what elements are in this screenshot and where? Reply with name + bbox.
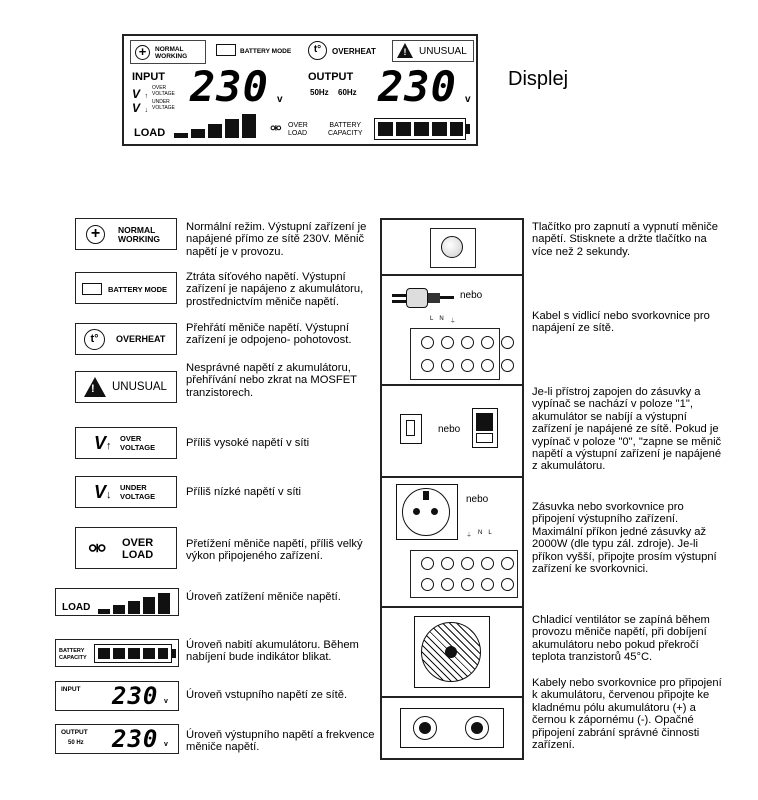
v-up-icon: V↑: [94, 433, 112, 453]
legend-unusual-text: Nesprávné napětí z akumulátoru, přehřívání nebo zkrat na MOSFET tranzistorech.: [186, 362, 357, 399]
legend-output-box: OUTPUT 50 Hz 230 v: [55, 724, 179, 754]
fan-icon: [414, 616, 490, 688]
battery-terminal-section: [382, 698, 522, 758]
plug-icon: [392, 286, 452, 310]
output-volt-unit: v: [465, 94, 471, 105]
overload-over-label: OVER: [288, 122, 308, 129]
legend-output-text: Úroveň výstupního napětí a frekvence měniče napětí.: [186, 729, 375, 754]
input-terminal-block: [410, 328, 500, 380]
legend-under-voltage-text: Příliš nízké napětí v síti: [186, 486, 302, 498]
toggle-switch[interactable]: [472, 408, 498, 448]
nebo-label-1: nebo: [460, 290, 483, 301]
overheat-indicator: [308, 40, 388, 62]
legend-battery-mode-text: Ztráta síťového napětí. Výstupní zařízení je napájeno z akumulátoru, prostřednictvím měniče napětí.: [186, 271, 364, 308]
unusual-indicator: ! UNUSUAL: [392, 40, 474, 62]
legend-battery-text: Úroveň nabití akumulátoru. Během nabíjení bude indikátor blikat.: [186, 639, 359, 664]
legend-load-text: Úroveň zatížení měniče napětí.: [186, 591, 341, 603]
output-socket-section: [382, 478, 522, 608]
legend-over-voltage-text: Příliš vysoké napětí v síti: [186, 437, 310, 449]
under-label: UNDER: [152, 99, 170, 105]
voltage-label-1: VOLTAGE: [152, 91, 175, 97]
overload-icon: ⚮: [88, 536, 107, 561]
unusual-label: UNUSUAL: [419, 46, 467, 57]
v-down-icon: V↓: [94, 482, 112, 502]
fan-text: Chladicí ventilátor se zapíná během provozu měniče napětí, při dobíjení akumulátoru nebo pokud překročí teplota tranzistorů 45°C.: [532, 614, 710, 664]
input-volt-unit: v: [277, 94, 283, 105]
legend-overheat-box: t° OVERHEAT: [75, 323, 177, 355]
over-label: OVER: [152, 85, 167, 91]
overload-indicator: [270, 120, 316, 140]
legend-battery-mode-box: BATTERY MODE: [75, 272, 177, 304]
overload-icon: ⚮: [270, 120, 282, 136]
legend-normal-text: Normální režim. Výstupní zařízení je napájené přímo ze sítě 230V. Měnič napětí je v provozu.: [186, 221, 367, 258]
positive-terminal: [413, 716, 437, 740]
load-level-bars: [98, 592, 178, 614]
load-level-bars: [174, 114, 264, 138]
negative-terminal: [465, 716, 489, 740]
plus-circle-icon: +: [135, 45, 150, 60]
rocker-switch[interactable]: [400, 414, 422, 444]
battery-mode-indicator: [216, 42, 298, 62]
power-button-text: Tlačítko pro zapnutí a vypnutí měniče napětí. Stisknete a držte tlačítko na více než 2 sekundy.: [532, 221, 718, 258]
battery-plug-icon: [216, 44, 236, 56]
socket-text: Zásuvka nebo svorkovnice pro připojení výstupního zařízení. Maximální příkon jedné zásuvky až 2000W (dle typu zál. zdroje). Je-li příkon vyšší, připojte prosím výstupní zařízení ke svorkovnici.: [532, 501, 717, 576]
legend-overload-text: Přetížení měniče napětí, příliš velký výkon připojeného zařízení.: [186, 538, 363, 563]
legend-normal-icon-box: + NORMAL WORKING: [75, 218, 177, 250]
battery-terminal-block: [400, 708, 504, 748]
legend-unusual-box: ! UNUSUAL: [75, 371, 177, 403]
plus-circle-icon: +: [86, 225, 105, 244]
fan-section: [382, 608, 522, 698]
over-voltage-row: V ↑ OVER VOLTAGE: [132, 85, 175, 101]
nebo-label-3: nebo: [466, 494, 489, 505]
thermometer-icon: t°: [84, 329, 105, 350]
battery-capacity-gauge: [374, 118, 466, 140]
load-label: LOAD: [134, 127, 166, 139]
legend-battery-box: BATTERY CAPACITY: [55, 639, 179, 667]
battery-mode-label: BATTERY MODE: [240, 48, 292, 55]
freq-50-label: 50Hz: [310, 88, 329, 97]
nebo-label-2: nebo: [438, 424, 461, 435]
battery-cables-text: Kabely nebo svorkovnice pro připojení k akumulátoru, červenou připojte ke kladnému pólu akumulátoru (+) a černou k zápornému (-). Opačné připojení zabrání správné činnosti zařízení.: [532, 677, 722, 752]
legend-input-box: INPUT 230 v: [55, 681, 179, 711]
normal-label: NORMAL: [155, 46, 184, 53]
input-voltage-readout: 230: [190, 62, 269, 111]
warning-triangle-icon: [84, 377, 106, 397]
cable-text: Kabel s vidlicí nebo svorkovnice pro napájení ze sítě.: [532, 310, 710, 335]
voltage-label-2: VOLTAGE: [152, 105, 175, 111]
lcd-display-panel: [122, 34, 478, 146]
switch-text: Je-li přístroj zapojen do zásuvky a vypínač se nachází v poloze "1", akumulátor se nabíjí a výstupní zařízení je napájené ze sítě. Pokud je vypínač v poloze "0", "zapne se měnič napětí a výstupní zařízení je napájené z akumulátoru.: [532, 386, 722, 473]
device-panel-column: [380, 218, 524, 760]
page-title: Displej: [508, 68, 569, 90]
output-label: OUTPUT: [308, 71, 354, 83]
output-terminal-block: [410, 550, 518, 598]
input-label: INPUT: [132, 71, 165, 83]
battery-capacity-gauge: [94, 644, 172, 663]
power-button[interactable]: [441, 236, 463, 258]
legend-overheat-text: Přehřátí měniče napětí. Výstupní zařízení je odpojeno- pohotovost.: [186, 322, 352, 347]
battery-plug-icon: [82, 283, 102, 295]
output-voltage-readout: 230: [378, 62, 457, 111]
overheat-label: OVERHEAT: [332, 47, 376, 56]
freq-60-label: 60Hz: [338, 88, 357, 97]
normal-working-indicator: [130, 40, 206, 64]
legend-overload-box: ⚮ OVER LOAD: [75, 527, 177, 569]
legend-load-box: LOAD: [55, 588, 179, 616]
power-button-section: [382, 220, 522, 276]
power-button-frame: [430, 228, 476, 268]
overload-load-label: LOAD: [288, 130, 308, 137]
legend-input-text: Úroveň vstupního napětí ze sítě.: [186, 689, 348, 701]
mains-input-section: [382, 276, 522, 386]
schuko-socket: [396, 484, 458, 540]
switch-section: [382, 386, 522, 478]
v-down-icon: V: [132, 101, 141, 115]
input-terminal-labels: L N ⏚: [430, 316, 456, 325]
v-up-icon: V: [132, 87, 141, 101]
under-voltage-row: V ↓ UNDER VOLTAGE: [132, 99, 175, 115]
legend-over-voltage-box: V↑ OVER VOLTAGE: [75, 427, 177, 459]
legend-under-voltage-box: V↓ UNDER VOLTAGE: [75, 476, 177, 508]
thermometer-icon: t°: [308, 41, 327, 60]
output-terminal-labels: ⏚ N L: [466, 530, 492, 539]
battery-capacity-label: BATTERY CAPACITY: [328, 122, 363, 137]
working-label: WORKING: [155, 53, 188, 60]
